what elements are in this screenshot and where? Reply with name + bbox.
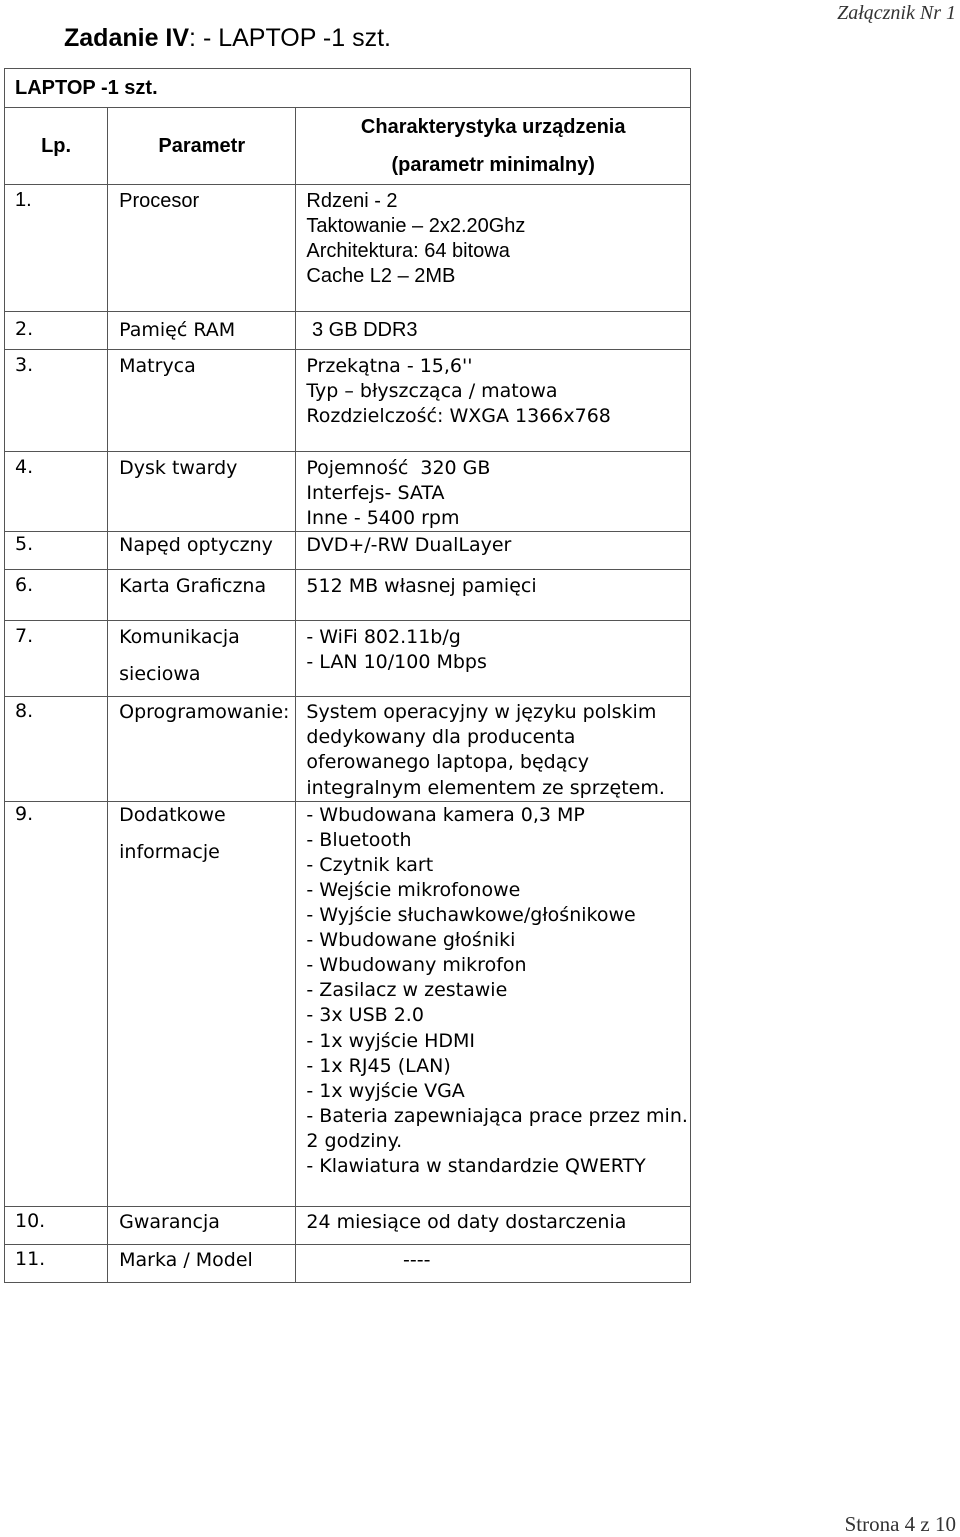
annex-label: Załącznik Nr 1 xyxy=(837,2,956,24)
table-row xyxy=(5,801,691,1206)
parameter-line: informacje xyxy=(119,840,220,863)
page-footer: Strona 4 z 10 xyxy=(844,1512,956,1536)
parameter-line: Dysk twardy xyxy=(119,457,238,479)
row-value xyxy=(296,532,691,570)
value-line: Taktowanie – 2x2.20Ghz xyxy=(306,215,526,238)
value-line: 24 miesiące od daty dostarczenia xyxy=(306,1210,627,1233)
row-number: 10. xyxy=(5,1206,108,1244)
value-line: - 1x RJ45 (LAN) xyxy=(306,1054,451,1077)
value-line: Pojemność 320 GB xyxy=(306,457,491,479)
parameter-line: Gwarancja xyxy=(119,1210,220,1233)
header-parametr: Parametr xyxy=(108,108,296,185)
table-row xyxy=(5,1206,691,1244)
value-line: - WiFi 802.11b/g xyxy=(306,626,461,649)
value-line: dedykowany dla producenta xyxy=(306,726,576,749)
row-number: 5. xyxy=(5,532,108,570)
row-parameter xyxy=(108,350,296,452)
table-row xyxy=(5,532,691,570)
table-row xyxy=(5,350,691,452)
value-line: Rozdzielczość: WXGA 1366x768 xyxy=(306,405,611,428)
row-value xyxy=(296,185,691,312)
task-subject: : - LAPTOP -1 szt. xyxy=(189,24,391,52)
row-value xyxy=(296,350,691,452)
row-number: 7. xyxy=(5,621,108,697)
parameter-line: Dodatkowe xyxy=(119,803,226,826)
value-line: Interfejs- SATA xyxy=(306,482,445,505)
table-row xyxy=(5,1244,691,1282)
table-caption: LAPTOP -1 szt. xyxy=(5,69,691,108)
row-parameter xyxy=(108,570,296,621)
header-row xyxy=(5,108,691,185)
value-line: Rdzeni - 2 xyxy=(306,190,398,212)
value-line: - 1x wyjście HDMI xyxy=(306,1029,476,1052)
header-char-line2: (parametr minimalny) xyxy=(391,154,595,176)
value-line: 512 MB własnej pamięci xyxy=(306,575,537,598)
row-number: 3. xyxy=(5,350,108,452)
row-parameter xyxy=(108,312,296,350)
value-line: - Zasilacz w zestawie xyxy=(306,979,508,1002)
value-line: - Wbudowane głośniki xyxy=(306,929,516,952)
value-line: - Bateria zapewniająca prace przez min. xyxy=(306,1104,688,1127)
row-value xyxy=(296,570,691,621)
row-parameter xyxy=(108,621,296,697)
value-line: - 3x USB 2.0 xyxy=(306,1004,424,1027)
parameter-line: Procesor xyxy=(119,190,200,212)
page-title xyxy=(64,24,391,53)
parameter-line: Komunikacja xyxy=(119,626,240,649)
spec-table xyxy=(4,68,691,1283)
header-lp: Lp. xyxy=(5,108,108,185)
value-line: Przekątna - 15,6'' xyxy=(306,355,473,377)
parameter-line: Karta Graficzna xyxy=(119,575,267,598)
row-parameter xyxy=(108,801,296,1206)
row-parameter xyxy=(108,697,296,801)
row-parameter xyxy=(108,1206,296,1244)
value-line: - Wejście mikrofonowe xyxy=(306,878,521,901)
value-line: - Wbudowana kamera 0,3 MP xyxy=(306,803,585,826)
header-char-line1: Charakterystyka urządzenia xyxy=(360,116,626,138)
parameter-line: Marka / Model xyxy=(119,1248,253,1271)
table-row xyxy=(5,185,691,312)
table-row xyxy=(5,312,691,350)
value-line: 2 godziny. xyxy=(306,1129,403,1152)
parameter-line: sieciowa xyxy=(119,663,201,686)
row-parameter xyxy=(108,452,296,532)
value-line: DVD+/-RW DualLayer xyxy=(306,534,512,557)
row-value xyxy=(296,1206,691,1244)
row-number: 2. xyxy=(5,312,108,350)
row-value xyxy=(296,697,691,801)
value-line: - Czytnik kart xyxy=(306,853,434,876)
row-value xyxy=(296,801,691,1206)
parameter-line: Oprogramowanie: xyxy=(119,701,290,724)
value-line: - Bluetooth xyxy=(306,828,412,851)
value-line: Architektura: 64 bitowa xyxy=(306,240,510,263)
header-characteristics xyxy=(296,108,691,185)
row-number: 4. xyxy=(5,452,108,532)
row-number: 11. xyxy=(5,1244,108,1282)
table-row xyxy=(5,697,691,801)
value-line: Typ – błyszcząca / matowa xyxy=(306,380,558,403)
row-value xyxy=(296,621,691,697)
row-value xyxy=(296,312,691,350)
table-row xyxy=(5,621,691,697)
row-number: 9. xyxy=(5,801,108,1206)
parameter-line: Matryca xyxy=(119,355,196,377)
value-line: Inne - 5400 rpm xyxy=(306,507,460,530)
row-number: 1. xyxy=(5,185,108,312)
value-line: integralnym elementem ze sprzętem. xyxy=(306,776,665,799)
value-line: ---- xyxy=(306,1248,431,1271)
row-number: 8. xyxy=(5,697,108,801)
task-number: Zadanie IV xyxy=(64,24,190,52)
row-parameter xyxy=(108,185,296,312)
value-line: Cache L2 – 2MB xyxy=(306,265,456,288)
value-line: - Wbudowany mikrofon xyxy=(306,954,527,977)
value-line: - Wyjście słuchawkowe/głośnikowe xyxy=(306,904,636,927)
table-row xyxy=(5,570,691,621)
value-line: 3 GB DDR3 xyxy=(306,319,418,341)
parameter-line: Napęd optyczny xyxy=(119,534,273,557)
value-line: System operacyjny w języku polskim xyxy=(306,701,657,724)
value-line: - LAN 10/100 Mbps xyxy=(306,651,487,674)
row-parameter xyxy=(108,1244,296,1282)
row-number: 6. xyxy=(5,570,108,621)
parameter-line: Pamięć RAM xyxy=(119,319,236,341)
row-parameter xyxy=(108,532,296,570)
row-value xyxy=(296,1244,691,1282)
table-row xyxy=(5,452,691,532)
value-line: - Klawiatura w standardzie QWERTY xyxy=(306,1154,646,1177)
value-line: oferowanego laptopa, będący xyxy=(306,751,590,774)
row-value xyxy=(296,452,691,532)
value-line: - 1x wyjście VGA xyxy=(306,1079,465,1102)
